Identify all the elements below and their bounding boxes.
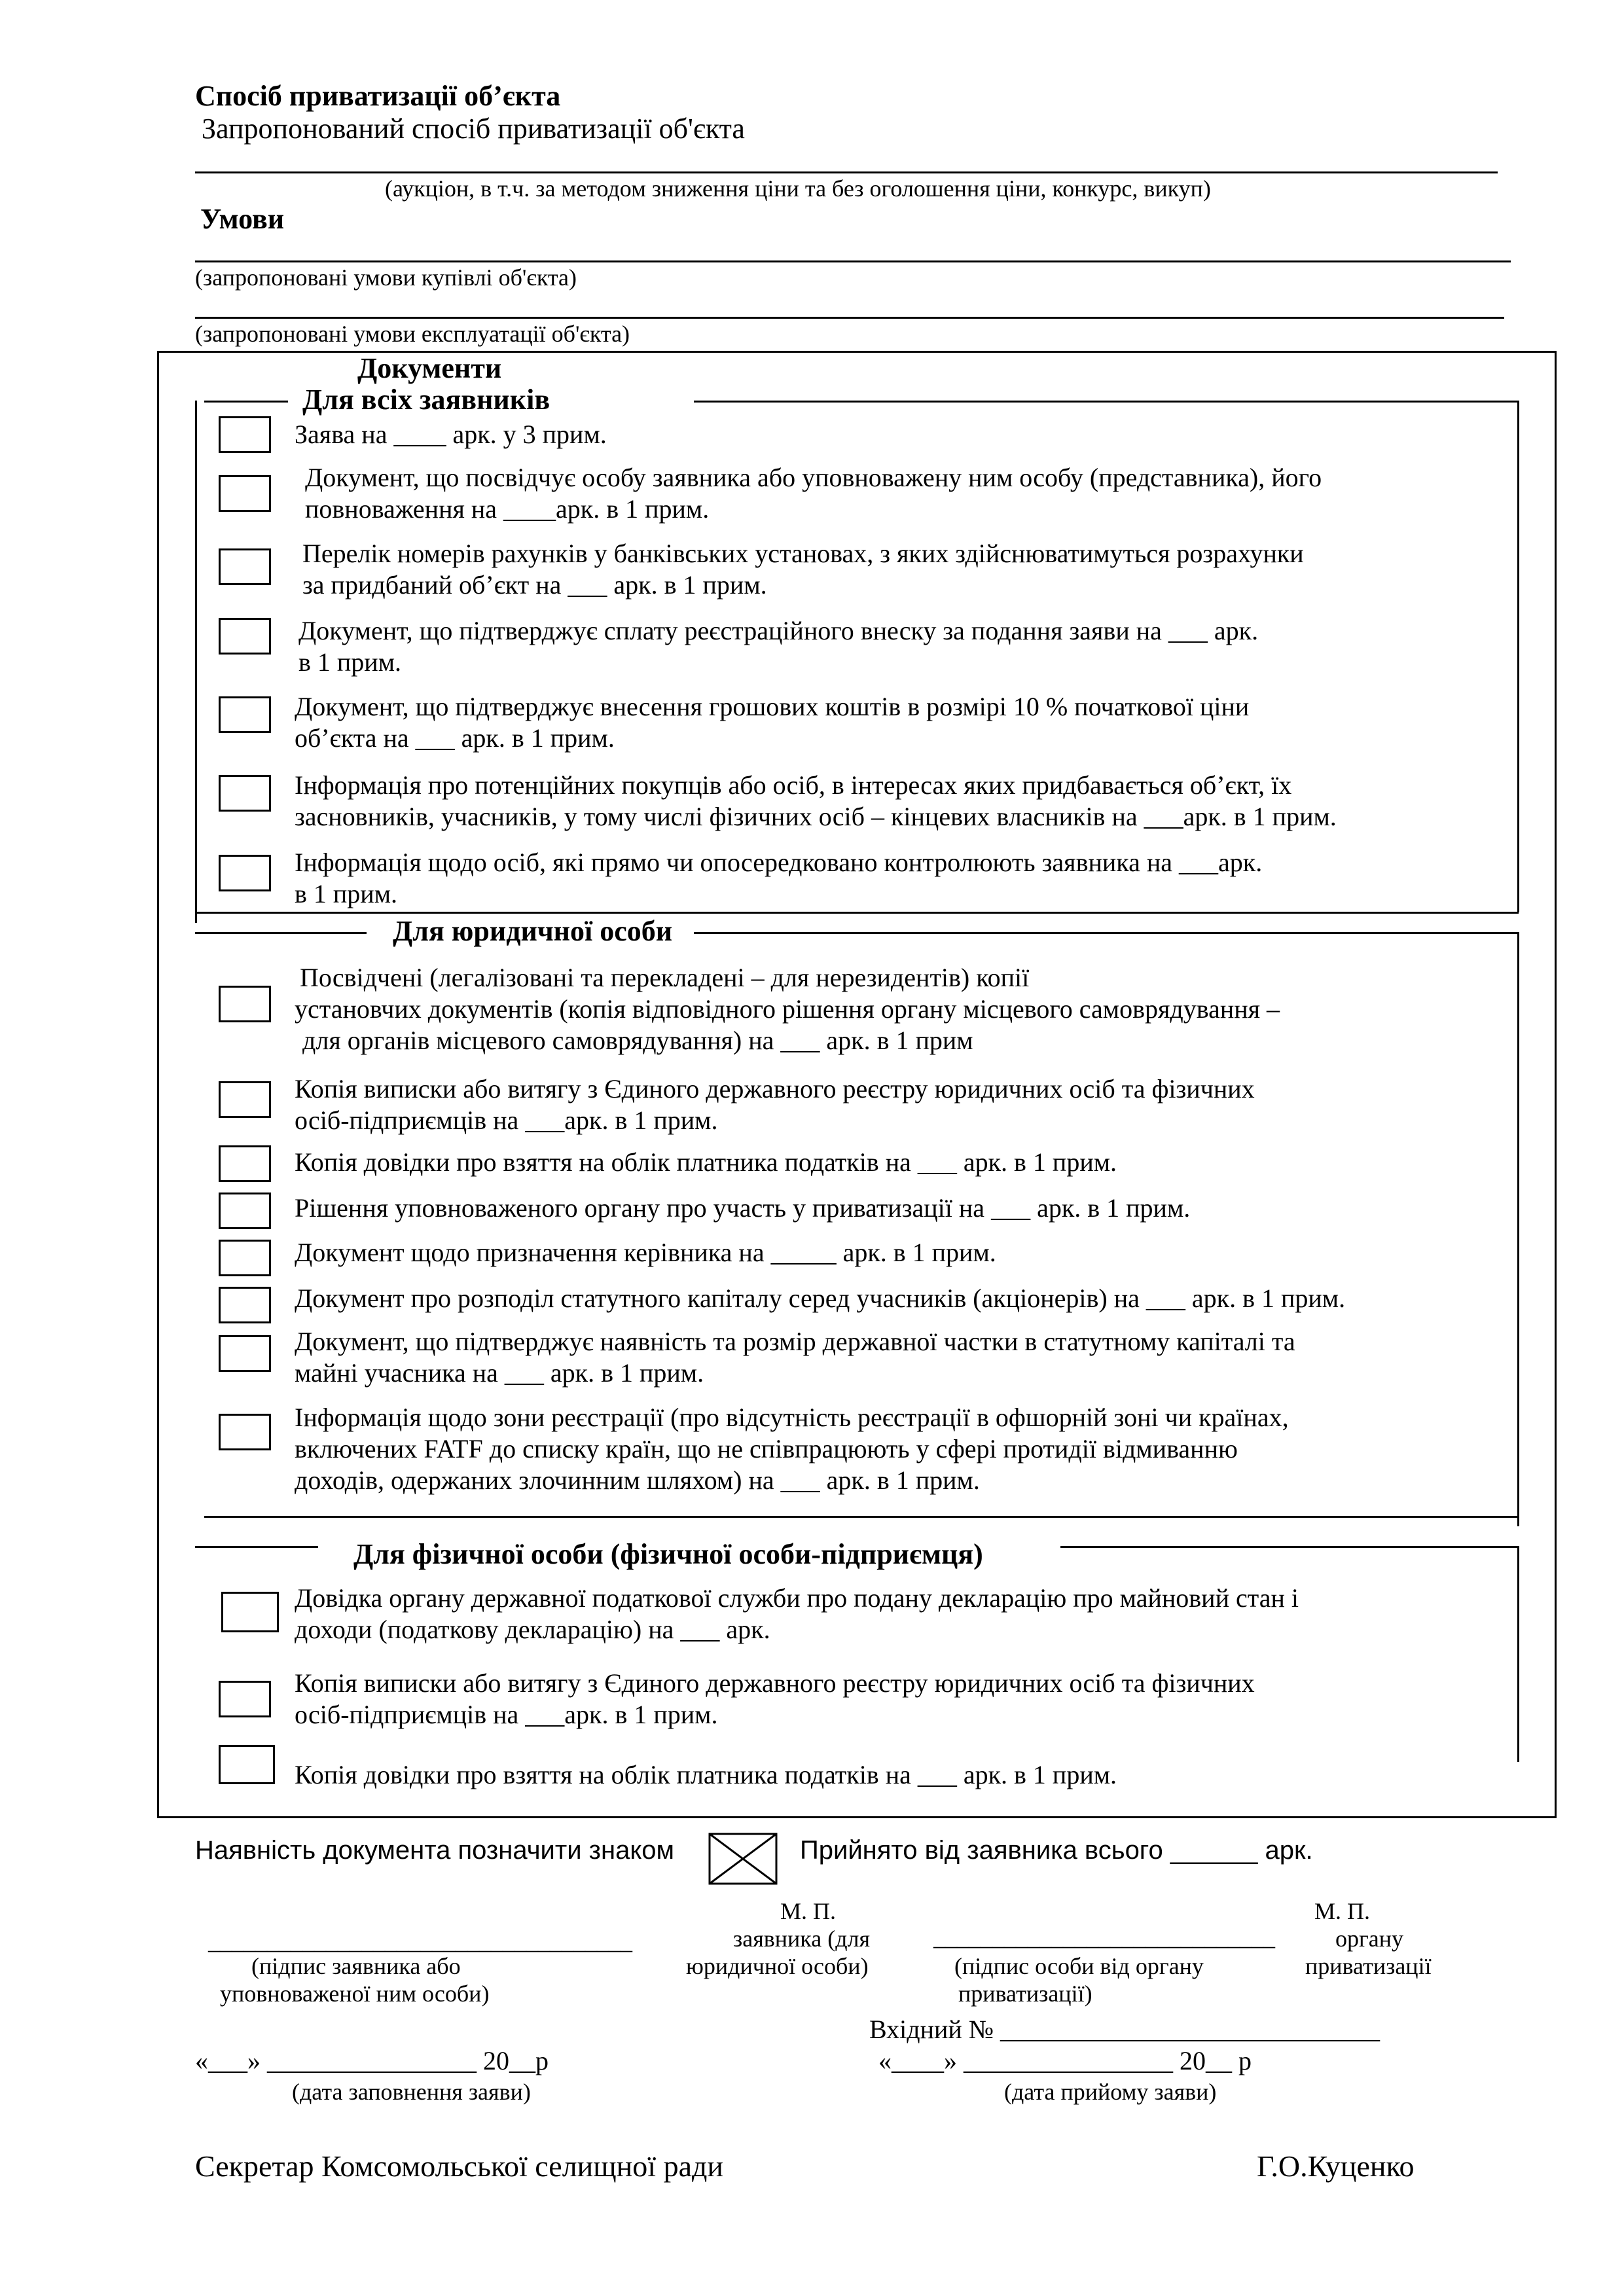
list-item: Копія довідки про взяття на облік платника податків на ___ арк. в 1 прим.: [295, 1760, 1117, 1789]
list-item: Інформація щодо зони реєстрації (про відсутність реєстрації в офшорній зоні чи країнах,: [295, 1403, 1289, 1432]
list-item: Документ, що підтверджує внесення грошових коштів в розмірі 10 % початкової ціни: [295, 692, 1250, 721]
secretary-title: Секретар Комсомольської селищної ради: [195, 2149, 724, 2183]
applicant-signature-line[interactable]: ____________________________________: [208, 1928, 632, 1954]
documents-frame-right: [1555, 351, 1557, 1817]
list-item: доходів, одержаних злочинним шляхом) на ___ арк. в 1 прим.: [295, 1465, 980, 1495]
checkbox[interactable]: [219, 1081, 271, 1118]
privatization-input-line[interactable]: [195, 171, 1498, 173]
list-item: в 1 прим.: [295, 879, 398, 908]
checkbox[interactable]: [219, 1681, 271, 1717]
list-item: включених FATF до списку країн, що не співпрацюють у сфері протидії відмиванню: [295, 1434, 1238, 1463]
accepted-total: Прийнято від заявника всього ______ арк.: [800, 1836, 1313, 1865]
applicant-signature-hint-1: (підпис заявника або: [251, 1953, 461, 1979]
checkbox[interactable]: [219, 548, 271, 585]
checkbox[interactable]: [219, 416, 271, 453]
checked-box-icon: [708, 1833, 778, 1885]
list-item: Документ щодо призначення керівника на _____ арк. в 1 прим.: [295, 1238, 996, 1267]
fill-date-hint: (дата заповнення заяви): [292, 2079, 531, 2105]
stamp-applicant-sub2: юридичної особи): [686, 1953, 869, 1979]
operation-conditions-line[interactable]: [195, 317, 1504, 319]
list-item: для органів місцевого самоврядування) на ___ арк. в 1 прим: [302, 1026, 973, 1055]
organ-signature-hint-2: приватизації): [958, 1981, 1092, 2007]
checkbox[interactable]: [219, 775, 271, 812]
list-item: Рішення уповноваженого органу про участь у приватизації на ___ арк. в 1 прим.: [295, 1193, 1191, 1223]
list-item: засновників, учасників, у тому числі фізичних осіб – кінцевих власників на ___арк. в 1 прим.: [295, 802, 1337, 831]
checkbox[interactable]: [219, 618, 271, 655]
checkbox[interactable]: [219, 1145, 271, 1182]
privatization-heading: Спосіб приватизації об’єкта: [195, 80, 561, 112]
all-applicants-line-right: [694, 401, 1519, 403]
checkbox[interactable]: [219, 986, 271, 1022]
list-item: Копія довідки про взяття на облік платника податків на ___ арк. в 1 прим.: [295, 1147, 1117, 1177]
all-applicants-right-border: [1517, 401, 1519, 912]
privatization-hint: (аукціон, в т.ч. за методом зниження ціни та без оголошення ціни, конкурс, викуп): [385, 175, 1211, 202]
list-item: Документ, що посвідчує особу заявника або уповноважену ним особу (представника), його: [305, 463, 1322, 492]
list-item: Заява на ____ арк. у 3 прим.: [295, 420, 607, 449]
list-item: Документ, що підтверджує сплату реєстраційного внеску за подання заяви на ___ арк.: [298, 616, 1259, 645]
checkbox[interactable]: [219, 475, 271, 512]
fill-date[interactable]: «___» ________________ 20__р: [195, 2046, 549, 2075]
checkbox[interactable]: [219, 696, 271, 733]
stamp-applicant-sub1: заявника (для: [733, 1926, 871, 1952]
list-item: в 1 прим.: [298, 647, 402, 677]
all-applicants-title: Для всіх заявників: [302, 384, 550, 416]
individual-line-left: [195, 1546, 318, 1548]
privatization-proposed-label: Запропонований спосіб приватизації об'єкта: [202, 113, 745, 145]
list-item: за придбаний об’єкт на ___ арк. в 1 прим.: [302, 570, 767, 600]
list-item: повноваження на ____арк. в 1 прим.: [305, 494, 710, 524]
incoming-number[interactable]: Вхідний № _____________________________: [869, 2015, 1380, 2044]
documents-frame-left: [157, 351, 159, 1817]
list-item: осіб-підприємців на ___арк. в 1 прим.: [295, 1105, 718, 1135]
documents-frame-bottom: [157, 1816, 1557, 1818]
individual-line-right: [1060, 1546, 1519, 1548]
receipt-date[interactable]: «____» ________________ 20__ р: [878, 2046, 1252, 2075]
stamp-organ-label: М. П.: [1314, 1898, 1371, 1924]
documents-heading: Документи: [357, 352, 502, 384]
mark-note: Наявність документа позначити знаком: [195, 1836, 675, 1865]
legal-entity-bottom-line: [204, 1516, 1519, 1518]
checkbox[interactable]: [221, 1592, 279, 1632]
list-item: Інформація про потенційних покупців або осіб, в інтересах яких придбавається об’єкт, їх: [295, 770, 1292, 800]
checkbox[interactable]: [219, 855, 271, 891]
stamp-organ-sub2: приватизації: [1305, 1953, 1432, 1979]
list-item: Перелік номерів рахунків у банківських установах, з яких здійснюватимуться розрахунки: [302, 539, 1304, 568]
checkbox[interactable]: [219, 1287, 271, 1323]
legal-entity-line-left: [195, 932, 367, 934]
list-item: Документ, що підтверджує наявність та розмір державної частки в статутному капіталі та: [295, 1327, 1295, 1356]
stamp-applicant-label: М. П.: [780, 1898, 837, 1924]
checkbox[interactable]: [219, 1193, 271, 1229]
list-item: Інформація щодо осіб, які прямо чи опосередковано контролюють заявника на ___арк.: [295, 848, 1263, 877]
list-item: Копія виписки або витягу з Єдиного державного реєстру юридичних осіб та фізичних: [295, 1074, 1255, 1103]
checkbox[interactable]: [219, 1240, 271, 1276]
organ-signature-line[interactable]: _____________________________: [933, 1924, 1275, 1950]
organ-signature-hint-1: (підпис особи від органу: [954, 1953, 1204, 1979]
signer-name: Г.О.Куценко: [1257, 2149, 1415, 2183]
stamp-organ-sub1: органу: [1335, 1926, 1404, 1952]
checkbox[interactable]: [219, 1414, 271, 1450]
individual-title: Для фізичної особи (фізичної особи-підприємця): [353, 1538, 983, 1570]
list-item: доходи (податкову декларацію) на ___ арк.: [295, 1615, 770, 1644]
all-applicants-line-left: [204, 401, 288, 403]
legal-entity-right-border: [1517, 932, 1519, 1526]
list-item: установчих документів (копія відповідного рішення органу місцевого самоврядування –: [295, 994, 1280, 1024]
list-item: осіб-підприємців на ___арк. в 1 прим.: [295, 1700, 718, 1729]
list-item: майні учасника на ___ арк. в 1 прим.: [295, 1358, 704, 1388]
purchase-conditions-hint: (запропоновані умови купівлі об'єкта): [195, 264, 577, 291]
list-item: Посвідчені (легалізовані та перекладені – для нерезидентів) копії: [300, 963, 1030, 992]
conditions-heading: Умови: [200, 203, 285, 235]
receipt-date-hint: (дата прийому заяви): [1004, 2079, 1217, 2105]
legal-entity-line-right: [694, 932, 1519, 934]
operation-conditions-hint: (запропоновані умови експлуатації об'єкта): [195, 321, 630, 347]
all-applicants-left-border: [195, 401, 197, 923]
list-item: об’єкта на ___ арк. в 1 прим.: [295, 723, 615, 753]
list-item: Копія виписки або витягу з Єдиного державного реєстру юридичних осіб та фізичних: [295, 1668, 1255, 1698]
individual-right-border: [1517, 1546, 1519, 1762]
applicant-signature-hint-2: уповноваженої ним особи): [220, 1981, 490, 2007]
list-item: Документ про розподіл статутного капіталу серед учасників (акціонерів) на ___ арк. в 1 прим.: [295, 1283, 1346, 1313]
all-applicants-bottom-line: [195, 912, 1519, 914]
checkbox[interactable]: [219, 1335, 271, 1372]
list-item: Довідка органу державної податкової служби про подану декларацію про майновий стан і: [295, 1583, 1299, 1613]
legal-entity-title: Для юридичної особи: [393, 915, 673, 947]
checkbox[interactable]: [219, 1745, 275, 1784]
purchase-conditions-line[interactable]: [195, 260, 1511, 262]
